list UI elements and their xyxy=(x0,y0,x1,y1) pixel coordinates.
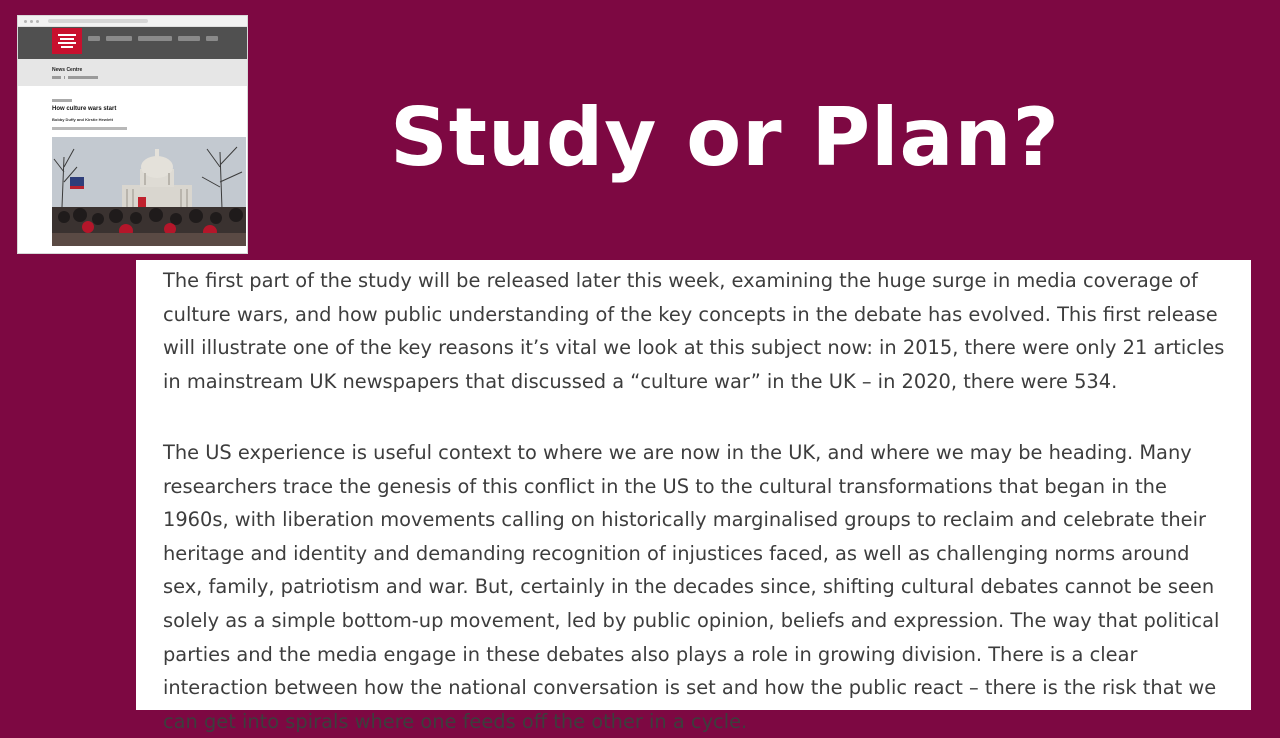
article-authors: Bobby Duffy and Kirstie Hewlett xyxy=(52,117,113,122)
browser-url-bar xyxy=(18,16,247,27)
article-date xyxy=(52,99,72,102)
capitol-protest-photo xyxy=(52,137,246,246)
article-paragraph-2: The US experience is useful context to where we are now in the UK, and where we may be heading. Many researchers trace the genesis of this conflict in the US to the cultural transformations that began in the 1960s, with liberation movements calling on historically marginalised groups to reclaim and celebrate their heritage and identity and demanding recognition of injustices faced, as well as challenging norms around sex, family, patriotism and war. But, certainly in the decades since, shifting cultural debates cannot be seen solely as a simple bottom-up movement, led by public opinion, beliefs and expression. The way that political parties and the media engage in these debates also plays a role in growing division. There is a clear interaction between how the national conversation is set and how the public react – there is the risk that we can get into spirals where one feeds off the other in a cycle. xyxy=(163,441,1220,733)
section-title: News Centre xyxy=(52,67,83,73)
slide-title: Study or Plan? xyxy=(390,91,1060,184)
breadcrumb xyxy=(52,76,247,79)
article-header xyxy=(18,86,247,130)
article-paragraph-1: The first part of the study will be released later this week, examining the huge surge in media coverage of culture wars, and how public understanding of the key concepts in the debate has evolved. This first release will illustrate one of the key reasons it’s vital we look at this subject now: in 2015, there were only 21 articles in mainstream UK newspapers that discussed a “culture war” in the UK – in 2020, there were 534. xyxy=(163,269,1225,393)
webpage-thumbnail xyxy=(17,15,248,254)
kings-college-logo xyxy=(52,28,82,54)
article-summary xyxy=(52,127,127,130)
nav-links xyxy=(88,36,218,41)
article-text-panel xyxy=(136,260,1251,733)
article-title: How culture wars start xyxy=(52,106,117,112)
section-header xyxy=(18,59,247,86)
site-navigation-bar xyxy=(18,27,247,59)
